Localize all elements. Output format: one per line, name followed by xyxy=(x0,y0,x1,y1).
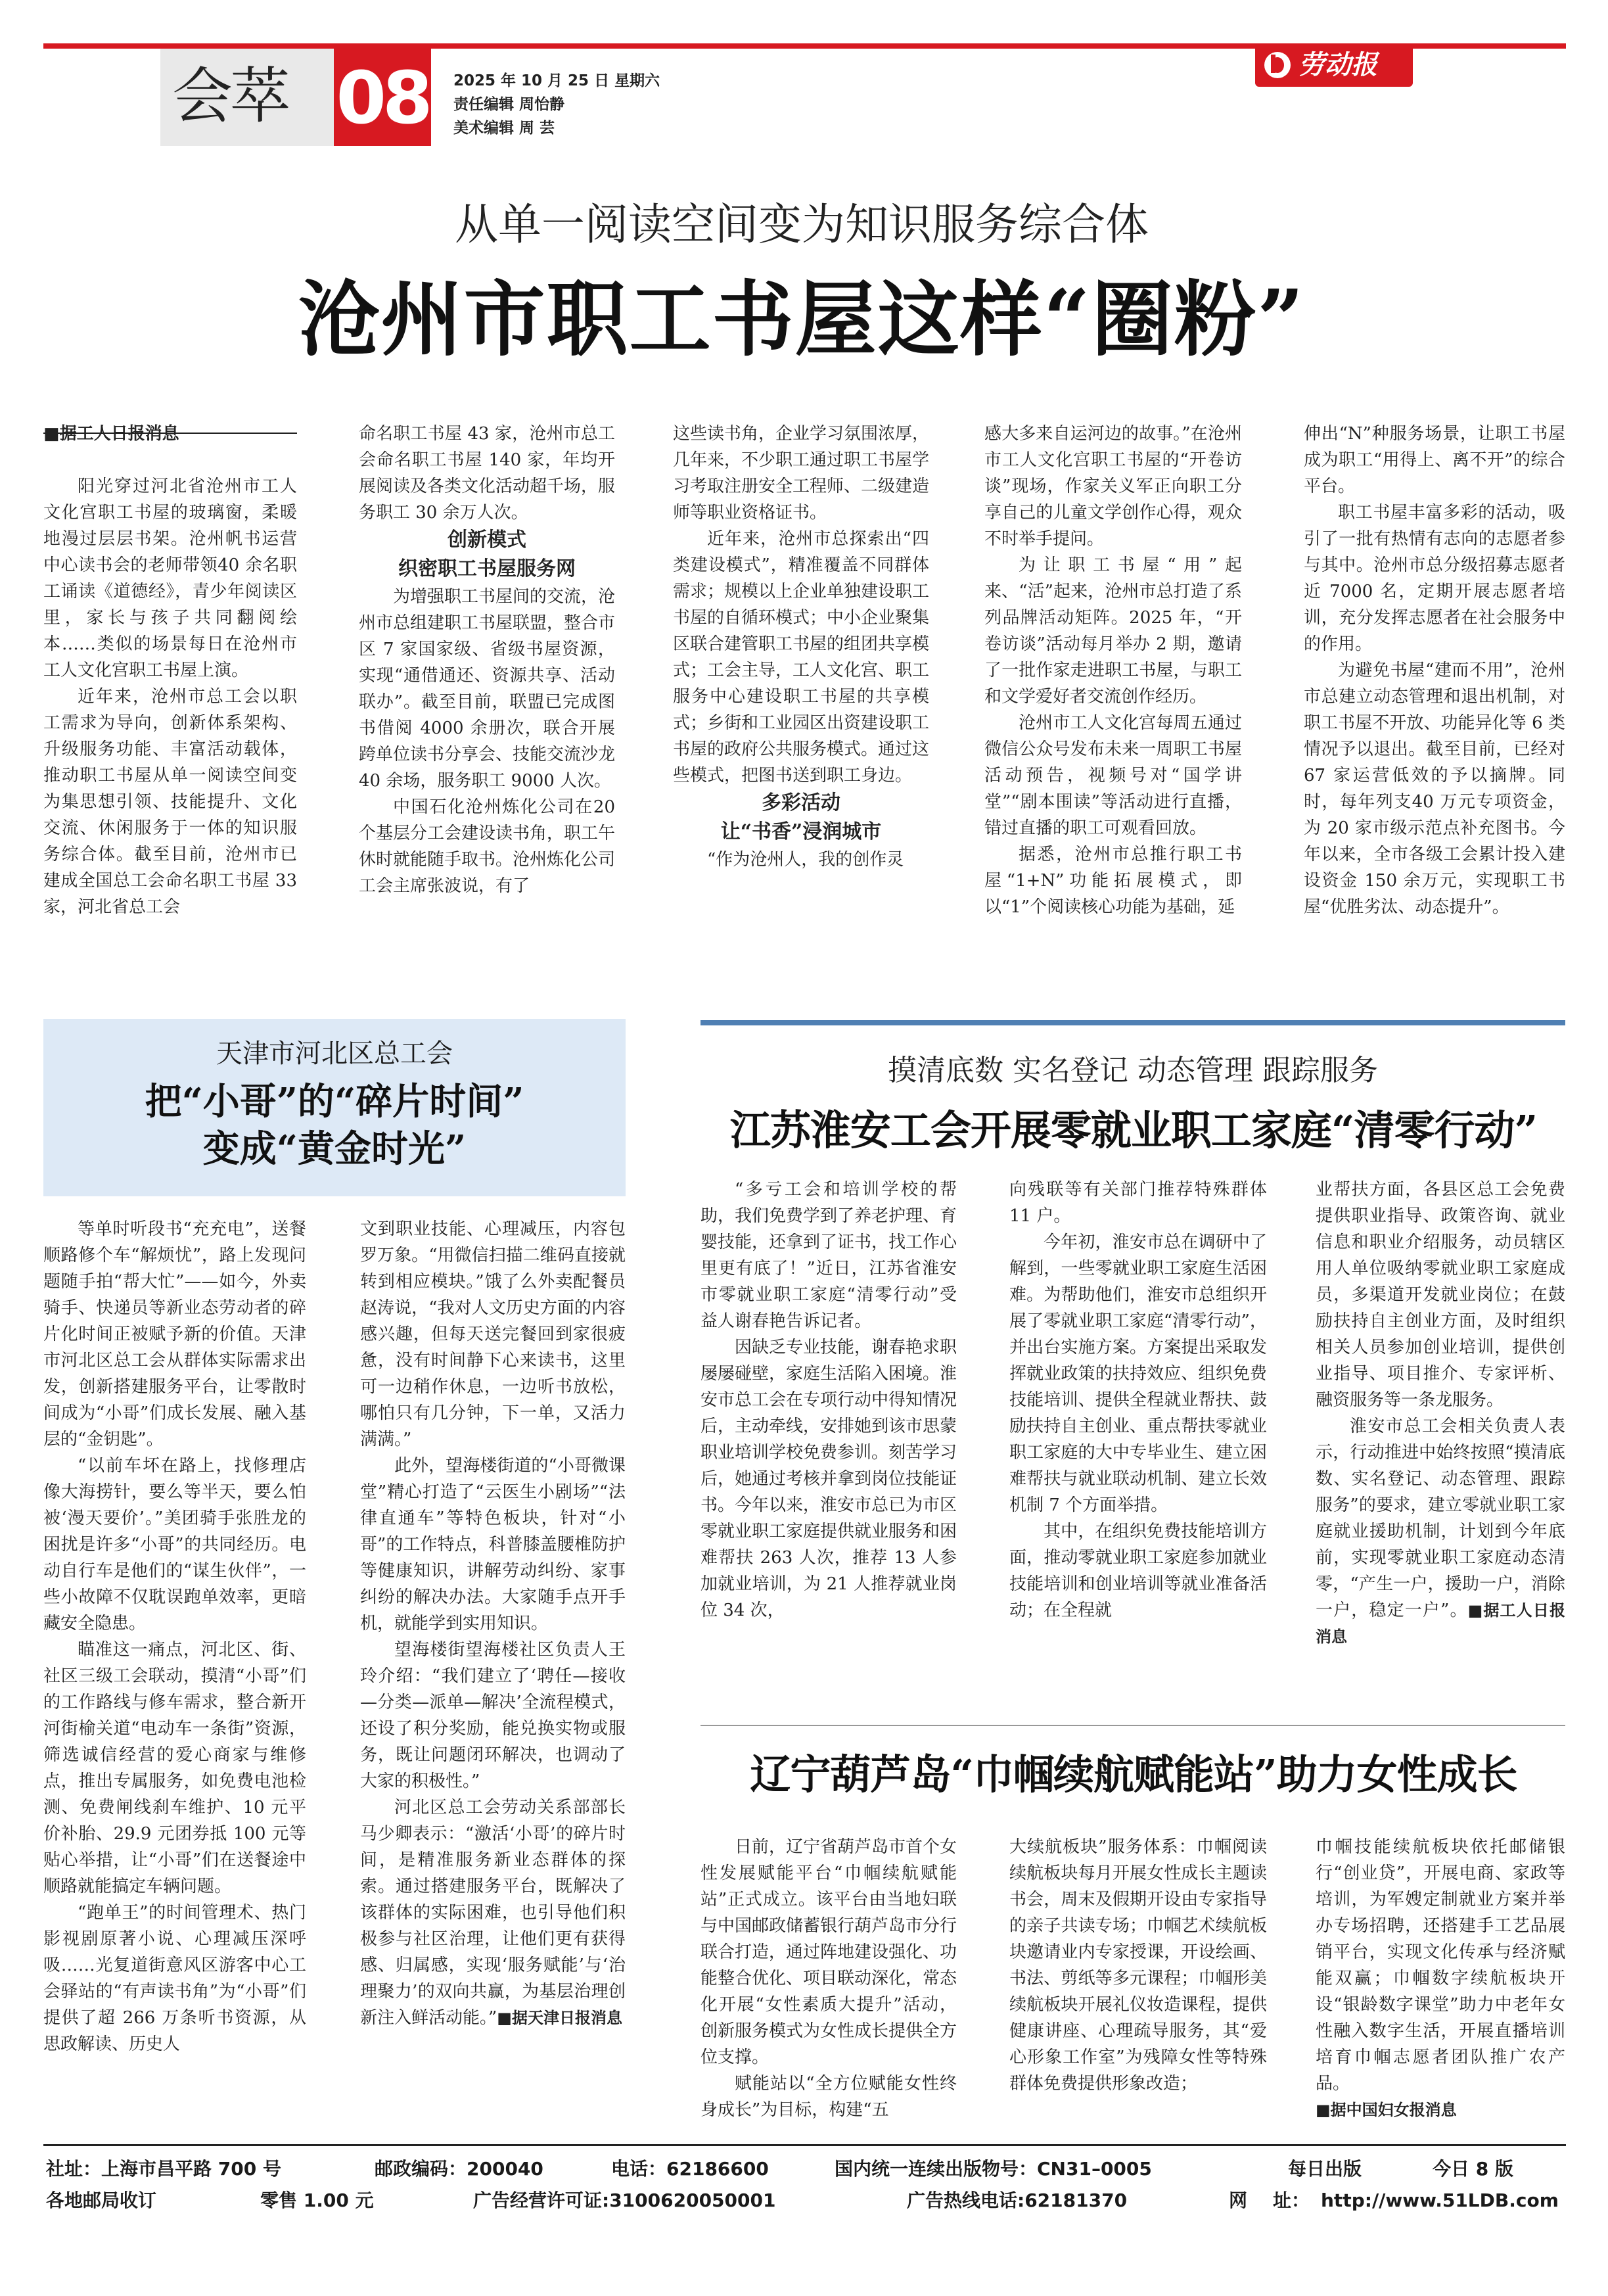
lead-paragraph: 近年来，沧州市总工会以职工需求为导向，创新体系架构、升级服务功能、丰富活动载体，推动职工书屋从单一阅读空间变为集思想引领、技能提升、文化交流、休闲服务于一体的知识服务综合体。截至目前，沧州市已建成全国总工会命名职工书屋 33 家，河北省总工会 xyxy=(43,687,297,917)
art-editor-line: 美术编辑 周 芸 xyxy=(453,120,555,137)
lead-subhead-1b: 织密职工书屋服务网 xyxy=(398,557,576,580)
liaoning-top-rule xyxy=(701,1725,1565,1726)
lead-paragraph: 近年来，沧州市总探索出“四类建设模式”，精准覆盖不同群体需求；规模以上企业单独建设职工书屋的自循环模式；中小企业聚集区联合建管职工书屋的组团共享模式；工会主导，工人文化宫、职工服务中心建设职工书屋的共享模式；乡街和工业园区出资建设职工书屋的政府公共服务模式。通过这些模式，把图书送到职工身边。 xyxy=(673,529,929,785)
jiangsu-paragraph: 因缺乏专业技能，谢春艳求职屡屡碰壁，家庭生活陷入困境。淮安市总工会在专项行动中得知情况后，主动牵线，安排她到该市思蒙职业培训学校免费参训。刻苦学习后，她通过考核并拿到岗位技能证书。今年以来，淮安市总已为市区零就业职工家庭提供就业服务和困难帮扶 263 人次，推荐 13 人参加就业培训，为 21 人推荐就业岗位 34 次， xyxy=(701,1338,957,1620)
editor-line: 责任编辑 周怡静 xyxy=(453,96,565,113)
lead-paragraph: 感大多来自运河边的故事。”在沧州市工人文化宫职工书屋的“开卷访谈”现场，作家关义军正向职工分享自己的儿童文学创作心得，观众不时举手提问。 xyxy=(984,424,1242,549)
tianjin-col-2 xyxy=(360,1216,626,2130)
footer-phone: 电话：62186600 xyxy=(611,2158,769,2180)
footer-frequency: 每日出版 xyxy=(1288,2158,1362,2180)
section-name: 会萃 xyxy=(172,61,288,131)
lead-col-4 xyxy=(984,421,1242,973)
footer-rule xyxy=(43,2144,1566,2146)
lead-col-1 xyxy=(43,421,297,973)
liaoning-paragraph: 日前，辽宁省葫芦岛市首个女性发展赋能平台“巾帼续航赋能站”正式成立。该平台由当地妇联与中国邮政储蓄银行葫芦岛市分行联合打造，通过阵地建设强化、功能整合优化、项目联动深化，常态化开展“女性素质大提升”活动，创新服务模式为女性成长提供全方位支撑。 xyxy=(701,1837,957,2067)
logo-icon xyxy=(1264,52,1291,78)
footer-postcode: 邮政编码：200040 xyxy=(375,2158,543,2180)
tianjin-paragraph: 等单时听段书“充充电”，送餐顺路修个车“解烦忧”，路上发现问题随手拍“帮大忙”——如今，外卖骑手、快递员等新业态劳动者的碎片化时间正被赋予新的价值。天津市河北区总工会从群体实际需求出发，创新搭建服务平台，让零散时间成为“小哥”们成长发展、融入基层的“金钥匙”。 xyxy=(43,1219,306,1449)
lead-paragraph: 沧州市工人文化宫每周五通过微信公众号发布未来一周职工书屋活动预告，视频号对“国学讲堂”“剧本围读”等活动进行直播，错过直播的职工可观看回放。 xyxy=(984,713,1242,838)
jiangsu-paragraph: 其中，在组织免费技能培训方面，推动零就业职工家庭参加就业技能培训和创业培训等就业准备活动；在全程就 xyxy=(1009,1522,1267,1620)
lead-paragraph: 中国石化沧州炼化公司在20 个基层分工会建设读书角，职工午休时就能随手取书。沧州炼化公司工会主席张波说，有了 xyxy=(359,797,615,896)
footer-website-label: 网 址： xyxy=(1229,2190,1310,2211)
jiangsu-paragraph: 淮安市总工会相关负责人表示，行动推进中始终按照“摸清底数、实名登记、动态管理、跟踪服务”的要求，建立零就业职工家庭就业援助机制，计划到今年底前，实现零就业职工家庭动态清零，“产生一户，援助一户，消除一户，稳定一户”。■据工人日报消息 xyxy=(1316,1417,1565,1646)
liaoning-paragraph: 巾帼技能续航板块依托邮储银行“创业贷”，开展电商、家政等培训，为军嫂定制就业方案并举办专场招聘，还搭建手工艺品展销平台，实现文化传承与经济赋能双赢；巾帼数字续航板块开设“银龄数字课堂”助力中老年女性融入数字生活，开展直播培训培育巾帼志愿者团队推广农产品。 xyxy=(1316,1837,1565,2094)
tianjin-kicker: 天津市河北区总工会 xyxy=(216,1039,453,1069)
tianjin-col-1 xyxy=(43,1216,306,2130)
lead-headline: 沧州市职工书屋这样“圈粉” xyxy=(298,272,1306,367)
liaoning-paragraph: 赋能站以“全方位赋能女性终身成长”为目标，构建“五 xyxy=(701,2074,957,2120)
jiangsu-headline: 江苏淮安工会开展零就业职工家庭“清零行动” xyxy=(729,1106,1538,1154)
tianjin-paragraph: 文到职业技能、心理减压，内容包罗万象。“用微信扫描二维码直接就转到相应模块。”饿了么外卖配餐员赵涛说，“我对人文历史方面的内容感兴趣，但每天送完餐回到家很疲惫，没有时间静下心来读书，这里可一边稍作休息，一边听书放松，哪怕只有几分钟，下一单，又活力满满。” xyxy=(360,1219,626,1449)
paper-name: 劳动报 xyxy=(1298,49,1377,80)
footer-post-office: 各地邮局收订 xyxy=(46,2190,157,2211)
jiangsu-byline: ■据工人日报消息 xyxy=(1316,1601,1565,1646)
lead-subhead-2: 多彩活动 xyxy=(762,791,840,814)
footer-address: 社址：上海市昌平路 700 号 xyxy=(46,2158,281,2180)
lead-paragraph: 为让职工书屋“用”起来、“活”起来，沧州市总打造了系列品牌活动矩阵。2025 年，“开卷访谈”活动每月举办 2 期，邀请了一批作家走进职工书屋，与职工和文学爱好者交流创作经历。 xyxy=(984,555,1242,707)
tianjin-paragraph: 瞄准这一痛点，河北区、街、社区三级工会联动，摸清“小哥”们的工作路线与修车需求，整合新开河街榆关道“电动车一条街”资源，筛选诚信经营的爱心商家与维修点，推出专属服务，如免费电池检测、免费闸线刹车维护、10 元平价补胎、29.9 元团券抵 100 元等贴心举措，让“小哥”们在送餐途中顺路就能搞定车辆问题。 xyxy=(43,1640,306,1896)
lead-col-5 xyxy=(1304,421,1565,973)
date-line: 2025 年 10 月 25 日 星期六 xyxy=(453,72,660,89)
tianjin-paragraph: 此外，望海楼街道的“小哥微课堂”精心打造了“云医生小剧场”“法律直通车”等特色板块，针对“小哥”的工作特点，科普膝盖腰椎防护等健康知识，讲解劳动纠纷、家事纠纷的解决办法。大家随手点开手机，就能学到实用知识。 xyxy=(360,1456,626,1633)
lead-col-3 xyxy=(673,421,929,973)
lead-byline: ■据工人日报消息 xyxy=(43,424,179,444)
liaoning-col-2 xyxy=(1009,1834,1267,2130)
footer-ad-license: 广告经营许可证:3100620050001 xyxy=(473,2190,776,2211)
liaoning-col-1 xyxy=(701,1834,957,2130)
tianjin-paragraph: 河北区总工会劳动关系部部长马少卿表示：“激活‘小哥’的碎片时间，是精准服务新业态群体的探索。通过搭建服务平台，既解决了该群体的实际困难，也引导他们积极参与社区治理，让他们更有获得感、归属感，实现‘服务赋能’与‘治理聚力’的双向共赢，为基层治理创新注入鲜活动能。”■据天津日报消息 xyxy=(360,1798,626,2028)
jiangsu-paragraph: 今年初，淮安市总在调研中了解到，一些零就业职工家庭生活困难。为帮助他们，淮安市总组织开展了零就业职工家庭“清零行动”，并出台实施方案。方案提出采取发挥就业政策的扶持效应、组织免费技能培训、提供全程就业帮扶、鼓励扶持自主创业、重点帮扶零就业职工家庭的大中专毕业生、建立困难帮扶与就业联动机制、建立长效机制 7 个方面举措。 xyxy=(1009,1232,1267,1515)
lead-paragraph: 职工书屋丰富多彩的活动，吸引了一批有热情有志向的志愿者参与其中。沧州市总分级招募志愿者近 7000 名，定期开展志愿者培训，充分发挥志愿者在社会服务中的作用。 xyxy=(1304,503,1565,654)
lead-kicker: 从单一阅读空间变为知识服务综合体 xyxy=(455,199,1149,250)
tianjin-byline: ■据天津日报消息 xyxy=(497,2009,622,2027)
lead-paragraph: 为避免书屋“建而不用”，沧州市总建立动态管理和退出机制，对职工书屋不开放、功能异化等 6 类情况予以退出。截至目前，已经对 67 家运营低效的予以摘牌。同时，每年列支40 万元专项资金，为 20 家市级示范点补充图书。今年以来，全市各级工会累计投入建设资金 150 余万元，实现职工书屋“优胜劣汰、动态提升”。 xyxy=(1304,661,1565,917)
lead-paragraph: 伸出“N”种服务场景，让职工书屋成为职工“用得上、离不开”的综合平台。 xyxy=(1304,424,1565,496)
tianjin-paragraph: “跑单王”的时间管理术、热门影视剧原著小说、心理减压深呼吸……光复道街意风区游客中心工会驿站的“有声读书角”为“小哥”们提供了超 266 万条听书资源，从思政解读、历史人 xyxy=(43,1903,306,2054)
tianjin-headline-2: 变成“黄金时光” xyxy=(202,1127,467,1171)
jiangsu-col-3 xyxy=(1316,1177,1565,1709)
jiangsu-kicker: 摸清底数 实名登记 动态管理 跟踪服务 xyxy=(888,1054,1378,1087)
lead-paragraph: 为增强职工书屋间的交流，沧州市总组建职工书屋联盟，整合市区 7 家国家级、省级书屋资源，实现“通借通还、资源共享、活动联办”。截至目前，联盟已完成图书借阅 4000 余册次，联合开展跨单位读书分享会、技能交流沙龙 40 余场，服务职工 9000 人次。 xyxy=(359,587,615,791)
liaoning-paragraph: 大续航板块”服务体系：巾帼阅读续航板块每月开展女性成长主题读书会，周末及假期开设由专家指导的亲子共读专场；巾帼艺术续航板块邀请业内专家授课，开设绘画、书法、剪纸等多元课程；巾帼形美续航板块开展礼仪妆造课程，提供健康讲座、心理疏导服务，其“爱心形象工作室”为残障女性等特殊群体免费提供形象改造； xyxy=(1009,1837,1267,2094)
footer-ad-hotline: 广告热线电话:62181370 xyxy=(907,2190,1128,2211)
liaoning-col-3 xyxy=(1316,1834,1565,2130)
jiangsu-col-1 xyxy=(701,1177,957,1709)
footer-website-link[interactable]: http://www.51LDB.com xyxy=(1321,2190,1559,2211)
jiangsu-paragraph: 业帮扶方面，各县区总工会免费提供职业指导、政策咨询、就业信息和职业介绍服务，动员辖区用人单位吸纳零就业职工家庭成员，多渠道开发就业岗位；在鼓励扶持自主创业方面，及时组织相关人员参加创业培训，提供创业指导、项目推介、专家评析、融资服务等一条龙服务。 xyxy=(1316,1180,1565,1410)
jiangsu-paragraph: “多亏工会和培训学校的帮助，我们免费学到了养老护理、育婴技能，还拿到了证书，找工作心里更有底了！”近日，江苏省淮安市零就业职工家庭“清零行动”受益人谢春艳告诉记者。 xyxy=(701,1180,957,1331)
lead-paragraph: 命名职工书屋 43 家，沧州市总工会命名职工书屋 140 家，年均开展阅读及各类文化活动超千场，服务职工 30 余万人次。 xyxy=(359,424,615,523)
paper-logo xyxy=(1255,43,1413,87)
tianjin-paragraph: 望海楼街望海楼社区负责人王玲介绍：“我们建立了‘聘任—接收—分类—派单—解决’全流程模式，还设了积分奖励，能兑换实物或服务，既让问题闭环解决，也调动了大家的积极性。” xyxy=(360,1640,626,1791)
lead-paragraph: 这些读书角，企业学习氛围浓厚，几年来，不少职工通过职工书屋学习考取注册安全工程师、二级建造师等职业资格证书。 xyxy=(673,424,929,523)
lead-col-2 xyxy=(359,421,615,973)
tianjin-paragraph: “以前车坏在路上，找修理店像大海捞针，要么等半天，要么怕被‘漫天要价’。”美团骑手张胜龙的困扰是许多“小哥”的共同经历。电动自行车是他们的“谋生伙伴”，一些小故障不仅耽误跑单效率，更暗藏安全隐患。 xyxy=(43,1456,306,1633)
lead-subhead-1: 创新模式 xyxy=(448,528,526,551)
lead-paragraph: 阳光穿过河北省沧州市工人文化宫职工书屋的玻璃窗，柔暖地漫过层层书架。沧州帆书运营中心读书会的老师带领40 余名职工诵读《道德经》，青少年阅读区里，家长与孩子共同翻阅绘本……类似的场景每日在沧州市工人文化宫职工书屋上演。 xyxy=(43,477,297,680)
lead-paragraph: “作为沧州人，我的创作灵 xyxy=(707,850,904,870)
footer-pages: 今日 8 版 xyxy=(1433,2158,1513,2180)
footer-price: 零售 1.00 元 xyxy=(260,2190,374,2211)
jiangsu-paragraph: 向残联等有关部门推荐特殊群体 11 户。 xyxy=(1009,1180,1267,1226)
page-number: 08 xyxy=(336,56,429,140)
tianjin-headline-1: 把“小哥”的“碎片时间” xyxy=(145,1080,524,1123)
footer-cn-number: 国内统一连续出版物号：CN31–0005 xyxy=(835,2158,1152,2180)
jiangsu-col-2 xyxy=(1009,1177,1267,1709)
lead-subhead-2b: 让“书香”浸润城市 xyxy=(720,820,882,843)
jiangsu-top-rule xyxy=(701,1020,1565,1025)
lead-paragraph: 据悉，沧州市总推行职工书屋“1+N”功能拓展模式，即以“1”个阅读核心功能为基础，延 xyxy=(984,845,1242,917)
liaoning-byline: ■据中国妇女报消息 xyxy=(1316,2101,1457,2119)
liaoning-headline: 辽宁葫芦岛“巾帼续航赋能站”助力女性成长 xyxy=(750,1750,1517,1798)
